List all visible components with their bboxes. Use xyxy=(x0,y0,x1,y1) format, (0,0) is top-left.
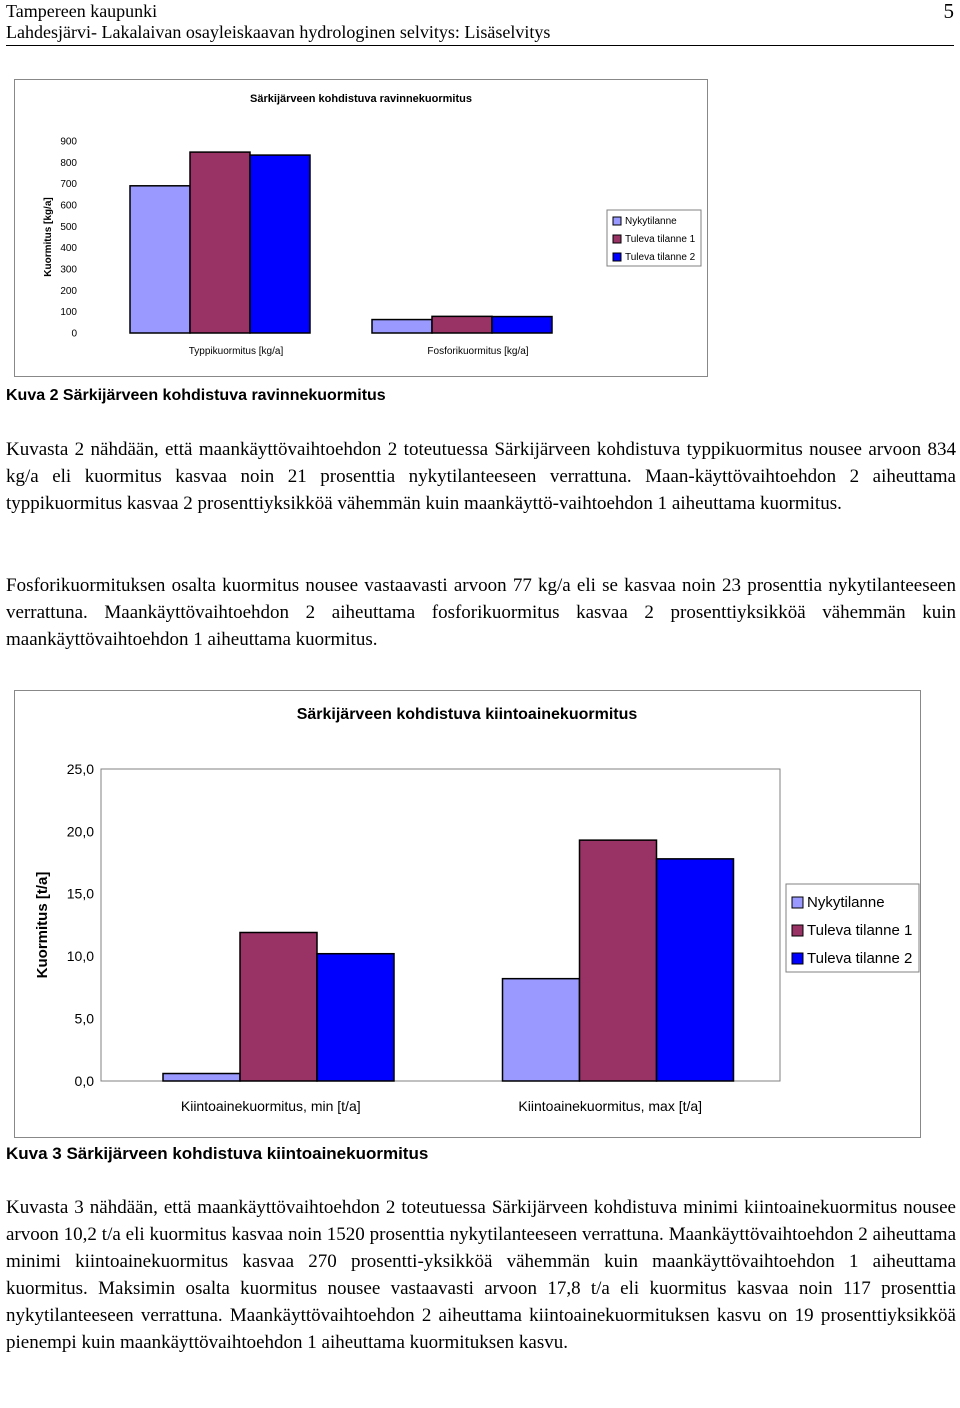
y-tick-label: 300 xyxy=(60,264,77,276)
bar xyxy=(190,152,250,333)
x-category-label: Kiintoainekuormitus, max [t/a] xyxy=(518,1098,703,1114)
y-tick-label: 800 xyxy=(60,157,77,169)
y-tick-label: 25,0 xyxy=(66,760,94,777)
nutrient-chart-frame xyxy=(14,79,708,377)
document-org: Tampereen kaupunki xyxy=(6,1,158,21)
bar xyxy=(503,979,580,1081)
page-number: 5 xyxy=(943,0,954,23)
bar xyxy=(432,316,492,333)
solids-chart-frame xyxy=(14,690,921,1138)
nutrient-chart xyxy=(15,80,707,376)
paragraph-3: Kuvasta 3 nähdään, että maankäyttövaihtoehdon 2 toteutuessa Särkijärveen kohdistuva minimi kiintoainekuormitus nousee arvoon 10,2 t/a eli kuormitus kasvaa noin 1520 prosenttia nykytilanteeseen verrattuna. Maankäyttövaihtoehdon 2 aiheuttama minimi kiintoainekuormitus kasvaa 270 prosentti-yksikköä vähemmän kuin maankäyttövaihtoehdon 1 aiheuttama kuormitus. Maksimin osalta kuormitus nousee vastaavasti arvoon 17,8 t/a eli kuormitus kasvaa noin 117 prosenttia nykytilanteeseen verrattuna. Maankäyttövaihtoehdon 2 aiheuttama kiintoainekuormituksen kasvu on 19 prosenttiyksikköä pienempi kuin maankäyttövaihtoehdon 1 aiheuttama kuormituksen kasvu. xyxy=(6,1197,956,1353)
solids-chart xyxy=(15,691,920,1137)
y-tick-label: 200 xyxy=(60,285,77,297)
header-rule xyxy=(6,45,954,46)
bar xyxy=(130,186,190,333)
x-category-label: Fosforikuormitus [kg/a] xyxy=(427,346,529,357)
y-tick-label: 5,0 xyxy=(74,1010,94,1027)
bar xyxy=(250,155,310,333)
bar xyxy=(372,320,432,333)
y-tick-label: 10,0 xyxy=(66,948,94,965)
chart-title: Särkijärveen kohdistuva kiintoainekuormitus xyxy=(296,706,638,723)
legend-label: Tuleva tilanne 1 xyxy=(625,234,696,245)
y-tick-label: 0 xyxy=(71,328,77,340)
legend-swatch xyxy=(613,253,621,261)
x-category-label: Typpikuormitus [kg/a] xyxy=(188,346,284,357)
legend-label: Tuleva tilanne 2 xyxy=(807,950,913,967)
bar xyxy=(317,954,394,1081)
bar xyxy=(580,840,657,1081)
bar xyxy=(492,317,552,333)
legend-swatch xyxy=(613,235,621,243)
legend-swatch xyxy=(792,925,803,936)
figure2-caption: Kuva 2 Särkijärveen kohdistuva ravinnekuormitus xyxy=(6,387,386,404)
y-tick-label: 500 xyxy=(60,221,77,233)
legend-label: Tuleva tilanne 2 xyxy=(625,252,696,263)
y-tick-label: 100 xyxy=(60,307,77,319)
legend-swatch xyxy=(792,953,803,964)
y-tick-label: 15,0 xyxy=(66,885,94,902)
legend-swatch xyxy=(613,217,621,225)
figure3-caption: Kuva 3 Särkijärveen kohdistuva kiintoainekuormitus xyxy=(6,1144,429,1163)
y-tick-label: 700 xyxy=(60,179,77,191)
legend-label: Nykytilanne xyxy=(625,216,677,227)
y-axis-label: Kuormitus [t/a] xyxy=(34,871,51,979)
y-tick-label: 20,0 xyxy=(66,823,94,840)
bar xyxy=(240,932,317,1081)
y-tick-label: 400 xyxy=(60,243,77,255)
legend-label: Tuleva tilanne 1 xyxy=(807,922,913,939)
y-tick-label: 900 xyxy=(60,136,77,148)
legend-label: Nykytilanne xyxy=(807,894,885,911)
bar xyxy=(657,859,734,1081)
chart-title: Särkijärveen kohdistuva ravinnekuormitus xyxy=(250,93,472,105)
y-tick-label: 0,0 xyxy=(74,1072,94,1089)
bar xyxy=(163,1074,240,1081)
y-tick-label: 600 xyxy=(60,200,77,212)
y-axis-label: Kuormitus [kg/a] xyxy=(43,197,54,277)
legend-swatch xyxy=(792,897,803,908)
paragraph-1: Kuvasta 2 nähdään, että maankäyttövaihtoehdon 2 toteutuessa Särkijärveen kohdistuva typpikuormitus nousee arvoon 834 kg/a eli kuormitus kasvaa noin 21 prosenttia nykytilanteeseen verrattuna. Maan-käyttövaihtoehdon 2 aiheuttama typpikuormitus kasvaa 2 prosenttiyksikköä vähemmän kuin maankäyttö-vaihtoehdon 1 aiheuttama kuormitus. xyxy=(6,439,956,514)
paragraph-2: Fosforikuormituksen osalta kuormitus nousee vastaavasti arvoon 77 kg/a eli se kasvaa noin 23 prosenttia nykytilanteeseen verrattuna. Maankäyttövaihtoehdon 2 aiheuttama fosforikuormitus kasvaa 2 prosenttiyksikköä vähemmän kuin maankäyttövaihtoehdon 1 aiheuttama kuormitus. xyxy=(6,575,956,650)
x-category-label: Kiintoainekuormitus, min [t/a] xyxy=(180,1098,361,1114)
document-title: Lahdesjärvi- Lakalaivan osayleiskaavan hydrologinen selvitys: Lisäselvitys xyxy=(6,22,551,42)
